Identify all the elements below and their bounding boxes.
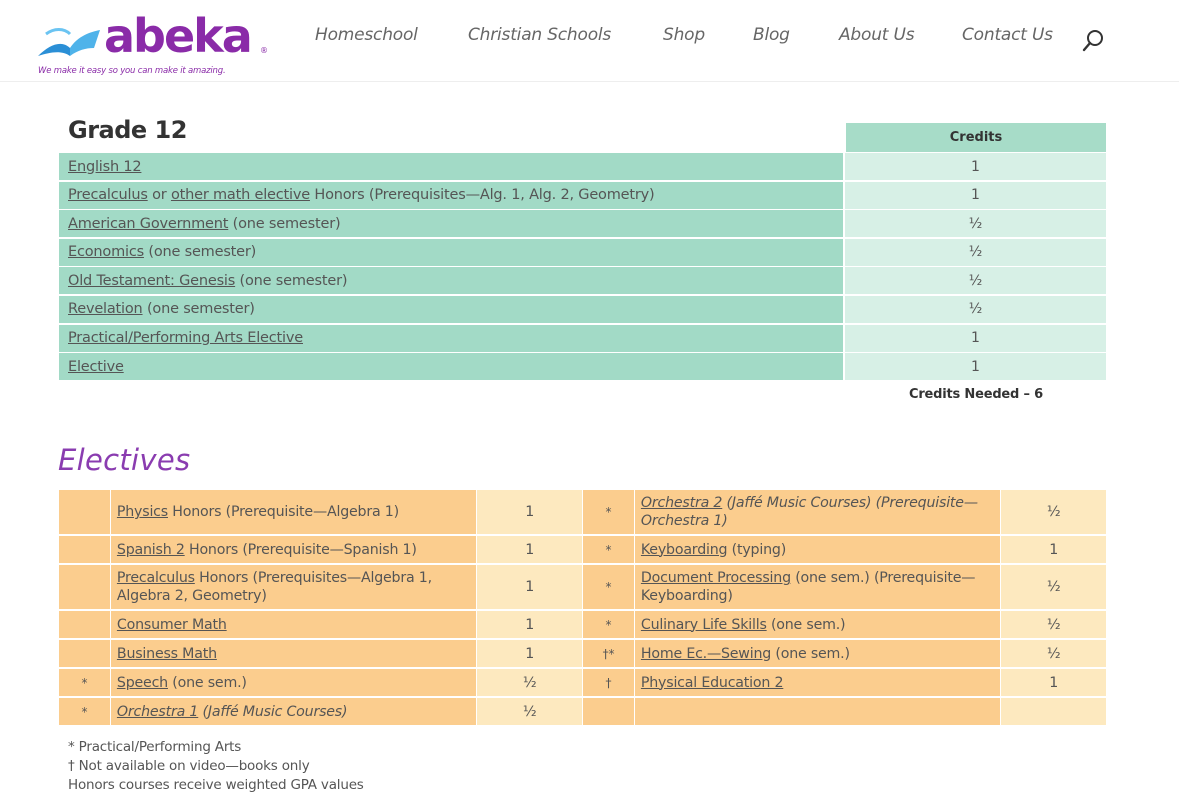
course-link-practical-performing-arts[interactable]: Practical/Performing Arts Elective xyxy=(68,330,303,347)
grade-12-table xyxy=(59,153,1106,382)
mark-cell xyxy=(59,640,110,667)
footnote-performing-arts: * Practical/Performing Arts xyxy=(68,739,242,755)
credit-cell: 1 xyxy=(477,565,582,609)
table-row xyxy=(59,565,1106,611)
footnote-honors-gpa: Honors courses receive weighted GPA values xyxy=(68,777,364,793)
search-button[interactable] xyxy=(1081,27,1107,53)
credit-cell: 1 xyxy=(477,611,582,638)
mark-cell: * xyxy=(583,536,634,563)
credit-cell: ½ xyxy=(1001,565,1106,609)
course-cell xyxy=(59,296,843,323)
course-note: (one semester) xyxy=(228,215,341,232)
course-cell xyxy=(111,536,476,563)
course-cell xyxy=(111,565,476,609)
course-link-spanish-2[interactable]: Spanish 2 xyxy=(116,541,185,558)
nav-contact-us[interactable]: Contact Us xyxy=(962,25,1053,45)
credit-cell: 1 xyxy=(1001,536,1106,563)
course-cell xyxy=(635,490,1000,534)
course-note: (one sem.) xyxy=(771,645,850,662)
course-link-economics[interactable]: Economics xyxy=(68,244,144,261)
credits-column-header: Credits xyxy=(846,123,1106,152)
credit-cell: ½ xyxy=(845,239,1106,266)
course-note: Honors (Prerequisite—Algebra 1) xyxy=(167,504,399,520)
mark-cell: * xyxy=(583,490,634,534)
credit-cell: 1 xyxy=(845,153,1106,180)
footnote-not-on-video: † Not available on video—books only xyxy=(68,758,310,774)
open-book-icon xyxy=(36,26,102,60)
mark-cell xyxy=(583,698,634,725)
credit-cell: ½ xyxy=(1001,611,1106,638)
table-row xyxy=(59,536,1106,565)
mark-cell: † xyxy=(583,669,634,696)
search-icon xyxy=(1081,27,1107,53)
course-link-old-testament-genesis[interactable]: Old Testament: Genesis xyxy=(68,272,236,289)
registered-mark: ® xyxy=(260,46,268,55)
nav-about-us[interactable]: About Us xyxy=(839,25,915,45)
course-link-physical-education-2[interactable]: Physical Education 2 xyxy=(640,674,784,691)
course-cell xyxy=(59,239,843,266)
mark-cell: * xyxy=(583,611,634,638)
credit-cell xyxy=(1001,698,1106,725)
mark-cell xyxy=(59,536,110,563)
course-note: (one sem.) xyxy=(766,616,846,633)
course-link-american-government[interactable]: American Government xyxy=(68,215,229,232)
course-note: (typing) xyxy=(727,541,787,558)
credit-cell: ½ xyxy=(845,296,1106,323)
credit-cell: ½ xyxy=(1001,490,1106,534)
course-link-physics[interactable]: Physics xyxy=(116,504,168,520)
nav-blog[interactable]: Blog xyxy=(753,25,790,45)
table-row xyxy=(59,296,1106,325)
table-row xyxy=(59,267,1106,296)
course-cell xyxy=(111,490,476,534)
mark-cell: * xyxy=(59,698,110,725)
course-cell xyxy=(111,698,476,725)
electives-table xyxy=(59,490,1106,727)
course-link-precalculus[interactable]: Precalculus xyxy=(68,187,148,204)
grade-title: Grade 12 xyxy=(68,116,187,144)
credit-cell: ½ xyxy=(845,267,1106,294)
course-connector: or xyxy=(147,187,171,204)
course-link-speech[interactable]: Speech xyxy=(116,674,168,691)
course-link-document-processing[interactable]: Document Processing xyxy=(640,570,791,586)
credits-needed: Credits Needed – 6 xyxy=(909,387,1043,402)
course-cell xyxy=(59,182,843,209)
course-link-keyboarding[interactable]: Keyboarding xyxy=(640,541,728,558)
course-note: (one semester) xyxy=(143,244,257,261)
course-note: Honors (Prerequisites—Algebra 1, Algebra 2, Geometry) xyxy=(116,570,432,604)
course-cell xyxy=(635,698,1000,725)
nav-christian-schools[interactable]: Christian Schools xyxy=(468,25,612,45)
course-cell xyxy=(111,669,476,696)
mark-cell xyxy=(59,565,110,609)
course-link-other-math-elective[interactable]: other math elective xyxy=(170,187,310,204)
course-cell xyxy=(59,267,843,294)
table-row xyxy=(59,182,1106,211)
table-row xyxy=(59,490,1106,536)
course-link-revelation[interactable]: Revelation xyxy=(68,301,143,318)
site-header xyxy=(0,0,1179,82)
course-cell xyxy=(111,611,476,638)
credit-cell: ½ xyxy=(477,669,582,696)
table-row xyxy=(59,640,1106,669)
mark-cell xyxy=(59,611,110,638)
course-cell xyxy=(635,669,1000,696)
table-row xyxy=(59,210,1106,239)
table-row xyxy=(59,325,1106,354)
course-cell xyxy=(111,640,476,667)
footnotes xyxy=(68,738,364,795)
course-link-elective[interactable]: Elective xyxy=(68,358,124,375)
course-note: (one semester) xyxy=(235,272,348,289)
course-note: (one sem.) xyxy=(167,674,247,691)
mark-cell: * xyxy=(583,565,634,609)
credit-cell: 1 xyxy=(477,536,582,563)
course-cell xyxy=(59,353,843,380)
tagline: We make it easy so you can make it amazing. xyxy=(38,66,226,76)
course-link-orchestra-1[interactable]: Orchestra 1 xyxy=(116,703,199,720)
course-note: (one sem.) (Prerequisite—Keyboarding) xyxy=(640,570,976,604)
course-link-english-12[interactable]: English 12 xyxy=(68,158,142,175)
table-row xyxy=(59,669,1106,698)
course-note: (Jaffé Music Courses) (Prerequisite—Orchestra 1) xyxy=(640,495,978,529)
course-cell xyxy=(635,640,1000,667)
credit-cell: ½ xyxy=(1001,640,1106,667)
mark-cell: * xyxy=(59,669,110,696)
course-cell xyxy=(635,536,1000,563)
course-link-precalculus-elective[interactable]: Precalculus xyxy=(116,570,195,586)
logo-wordmark: abeka xyxy=(104,9,251,63)
credit-cell: 1 xyxy=(1001,669,1106,696)
course-cell xyxy=(59,153,843,180)
table-row xyxy=(59,611,1106,640)
course-cell xyxy=(635,565,1000,609)
course-link-orchestra-2[interactable]: Orchestra 2 xyxy=(640,495,723,511)
credit-cell: ½ xyxy=(845,210,1106,237)
course-link-consumer-math[interactable]: Consumer Math xyxy=(116,616,227,633)
credit-cell: ½ xyxy=(477,698,582,725)
table-row xyxy=(59,698,1106,727)
nav-homeschool[interactable]: Homeschool xyxy=(315,25,418,45)
credit-cell: 1 xyxy=(477,640,582,667)
course-link-home-ec-sewing[interactable]: Home Ec.—Sewing xyxy=(640,645,772,662)
course-link-culinary-life-skills[interactable]: Culinary Life Skills xyxy=(640,616,767,633)
abeka-logo[interactable] xyxy=(36,9,270,80)
course-note: Honors (Prerequisite—Spanish 1) xyxy=(184,541,417,558)
credit-cell: 1 xyxy=(845,182,1106,209)
electives-title: Electives xyxy=(58,443,191,477)
mark-cell xyxy=(59,490,110,534)
course-note: Honors (Prerequisites—Alg. 1, Alg. 2, Geometry) xyxy=(309,187,655,204)
course-cell xyxy=(59,325,843,352)
course-cell xyxy=(59,210,843,237)
course-note: (one semester) xyxy=(142,301,255,318)
table-row xyxy=(59,153,1106,182)
course-link-business-math[interactable]: Business Math xyxy=(116,645,217,662)
credit-cell: 1 xyxy=(477,490,582,534)
course-note: (Jaffé Music Courses) xyxy=(198,703,348,720)
nav-shop[interactable]: Shop xyxy=(663,25,705,45)
table-row xyxy=(59,353,1106,382)
mark-cell: †* xyxy=(583,640,634,667)
course-cell xyxy=(635,611,1000,638)
table-row xyxy=(59,239,1106,268)
credit-cell: 1 xyxy=(845,325,1106,352)
credit-cell: 1 xyxy=(845,353,1106,380)
